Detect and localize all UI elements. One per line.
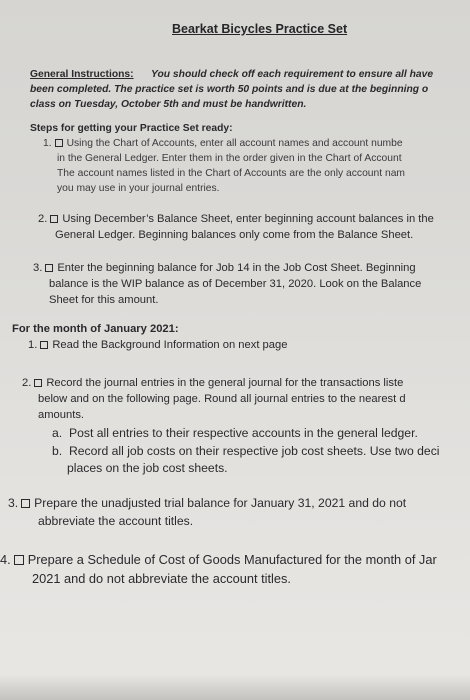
task-number: 3. [8,496,19,510]
step-text: General Ledger. Beginning balances only come from the Balance Sheet. [55,229,414,241]
task-text: abbreviate the account titles. [38,514,194,528]
task-number: 4. [0,552,11,567]
step-item-2 [38,212,434,226]
step-text: Enter the beginning balance for Job 14 in the Job Cost Sheet. Beginning [57,262,416,274]
subitem-letter: a. [52,426,63,440]
checkbox-icon[interactable] [21,499,30,508]
task-text: Prepare a Schedule of Cost of Goods Manufactured for the month of Jar [27,552,437,567]
step-text: you may use in your journal entries. [57,183,220,194]
task-number: 1. [28,339,38,351]
steps-heading: Steps for getting your Practice Set ready: [30,123,233,134]
subitem-a [52,426,418,441]
page-title: Bearkat Bicycles Practice Set [172,22,348,36]
step-text: in the General Ledger. Enter them in the order given in the Chart of Account [57,153,402,164]
step-text: The account names listed in the Chart of Accounts are the only account nam [57,168,406,179]
checkbox-icon[interactable] [40,341,48,349]
general-instructions-line: class on Tuesday, October 5th and must be handwritten. [30,99,307,110]
task-item-2 [22,376,403,390]
subitem-text: Record all job costs on their respective job cost sheets. Use two deci [68,444,440,458]
general-instructions-heading: General Instructions: [30,69,134,80]
task-text: amounts. [38,409,85,421]
subitem-text: places on the job cost sheets. [67,461,228,475]
month-heading: For the month of January 2021: [12,323,179,335]
general-instructions-line: You should check off each requirement to ensure all have [151,69,434,80]
step-text: Using the Chart of Accounts, enter all account names and account numbe [66,138,403,149]
checkbox-icon[interactable] [55,139,63,147]
step-item-1 [43,137,403,151]
checkbox-icon[interactable] [45,264,53,272]
task-item-4 [0,552,437,568]
task-text: Prepare the unadjusted trial balance for January 31, 2021 and do not [34,496,407,510]
step-text: balance is the WIP balance as of December 31, 2020. Look on the Balance [49,278,422,290]
task-text: Record the journal entries in the general journal for the transactions liste [46,377,404,389]
step-item-3 [33,261,416,275]
task-text: below and on the following page. Round all journal entries to the nearest d [38,393,406,405]
photo-shadow [0,674,470,700]
checkbox-icon[interactable] [14,555,24,565]
task-text: 2021 and do not abbreviate the account titles. [32,571,291,586]
task-number: 2. [22,377,32,389]
general-instructions-line: been completed. The practice set is worth 50 points and is due at the beginning o [30,84,429,95]
task-text: Read the Background Information on next page [52,339,288,351]
checkbox-icon[interactable] [50,215,58,223]
subitem-letter: b. [52,444,63,458]
step-number: 3. [33,262,43,274]
subitem-b [52,444,440,459]
subitem-text: Post all entries to their respective accounts in the general ledger. [68,426,418,440]
task-item-1 [28,338,287,352]
step-number: 2. [38,213,48,225]
step-text: Using December’s Balance Sheet, enter beginning account balances in the [62,213,434,225]
step-text: Sheet for this amount. [49,294,159,306]
checkbox-icon[interactable] [34,379,42,387]
step-number: 1. [43,138,52,149]
task-item-3 [8,496,406,511]
